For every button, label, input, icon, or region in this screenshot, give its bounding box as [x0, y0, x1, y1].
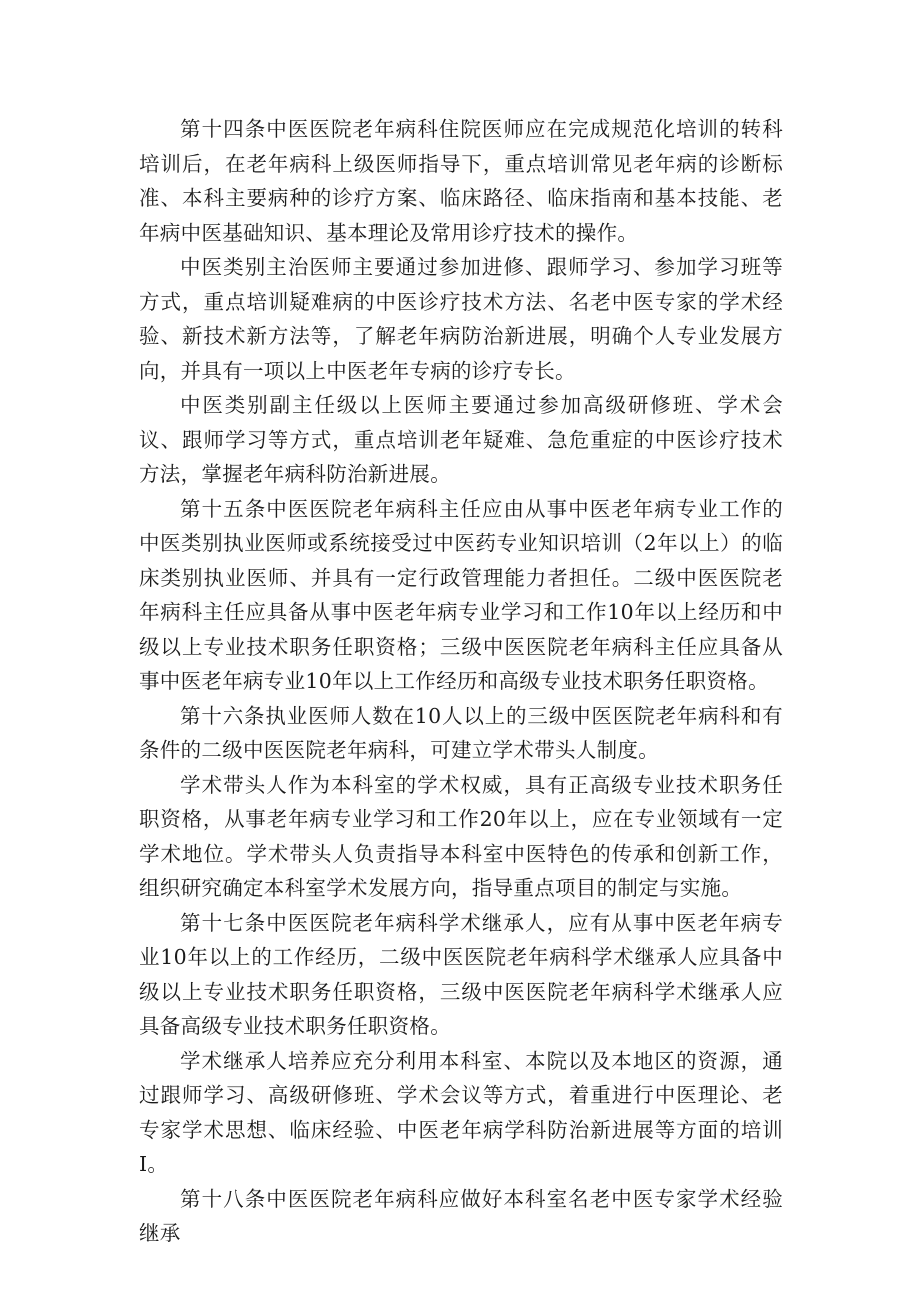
paragraph-article-16: 第十六条执业医师人数在10人以上的三级中医医院老年病科和有条件的二级中医医院老年病科，可建立学术带头人制度。	[139, 703, 783, 762]
paragraph-article-14: 第十四条中医医院老年病科住院医师应在完成规范化培训的转科培训后，在老年病科上级医师指导下，重点培训常见老年病的诊断标准、本科主要病种的诊疗方案、临床路径、临床指南和基本技能、老年病中医基础知识、基本理论及常用诊疗技术的操作。	[139, 117, 783, 245]
paragraph-associate-chief-physician: 中医类别副主任级以上医师主要通过参加高级研修班、学术会议、跟师学习等方式，重点培训老年疑难、急危重症的中医诊疗技术方法，掌握老年病科防治新进展。	[139, 393, 783, 486]
paragraph-article-18: 第十八条中医医院老年病科应做好本科室名老中医专家学术经验继承	[139, 1186, 783, 1245]
paragraph-article-15: 第十五条中医医院老年病科主任应由从事中医老年病专业工作的中医类别执业医师或系统接受过中医药专业知识培训（2年以上）的临床类别执业医师、并具有一定行政管理能力者担任。二级中医医院老年病科主任应具备从事中医老年病专业学习和工作10年以上经历和中级以上专业技术职务任职资格；三级中医医院老年病科主任应具备从事中医老年病专业10年以上工作经历和高级专业技术职务任职资格。	[139, 496, 783, 693]
paragraph-article-17: 第十七条中医医院老年病科学术继承人，应有从事中医老年病专业10年以上的工作经历，二级中医医院老年病科学术继承人应具备中级以上专业技术职务任职资格，三级中医医院老年病科学术继承人应具备高级专业技术职务任职资格。	[139, 910, 783, 1038]
paragraph-academic-leader: 学术带头人作为本科室的学术权威，具有正高级专业技术职务任职资格，从事老年病专业学习和工作20年以上，应在专业领域有一定学术地位。学术带头人负责指导本科室中医特色的传承和创新工作，组织研究确定本科室学术发展方向，指导重点项目的制定与实施。	[139, 772, 783, 900]
paragraph-successor-training: 学术继承人培养应充分利用本科室、本院以及本地区的资源，通过跟师学习、高级研修班、学术会议等方式，着重进行中医理论、老专家学术思想、临床经验、中医老年病学科防治新进展等方面的培训I。	[139, 1048, 783, 1176]
document-body	[139, 112, 783, 1251]
paragraph-attending-physician: 中医类别主治医师主要通过参加进修、跟师学习、参加学习班等方式，重点培训疑难病的中医诊疗技术方法、名老中医专家的学术经验、新技术新方法等，了解老年病防治新进展，明确个人专业发展方向，并具有一项以上中医老年专病的诊疗专长。	[139, 255, 783, 383]
